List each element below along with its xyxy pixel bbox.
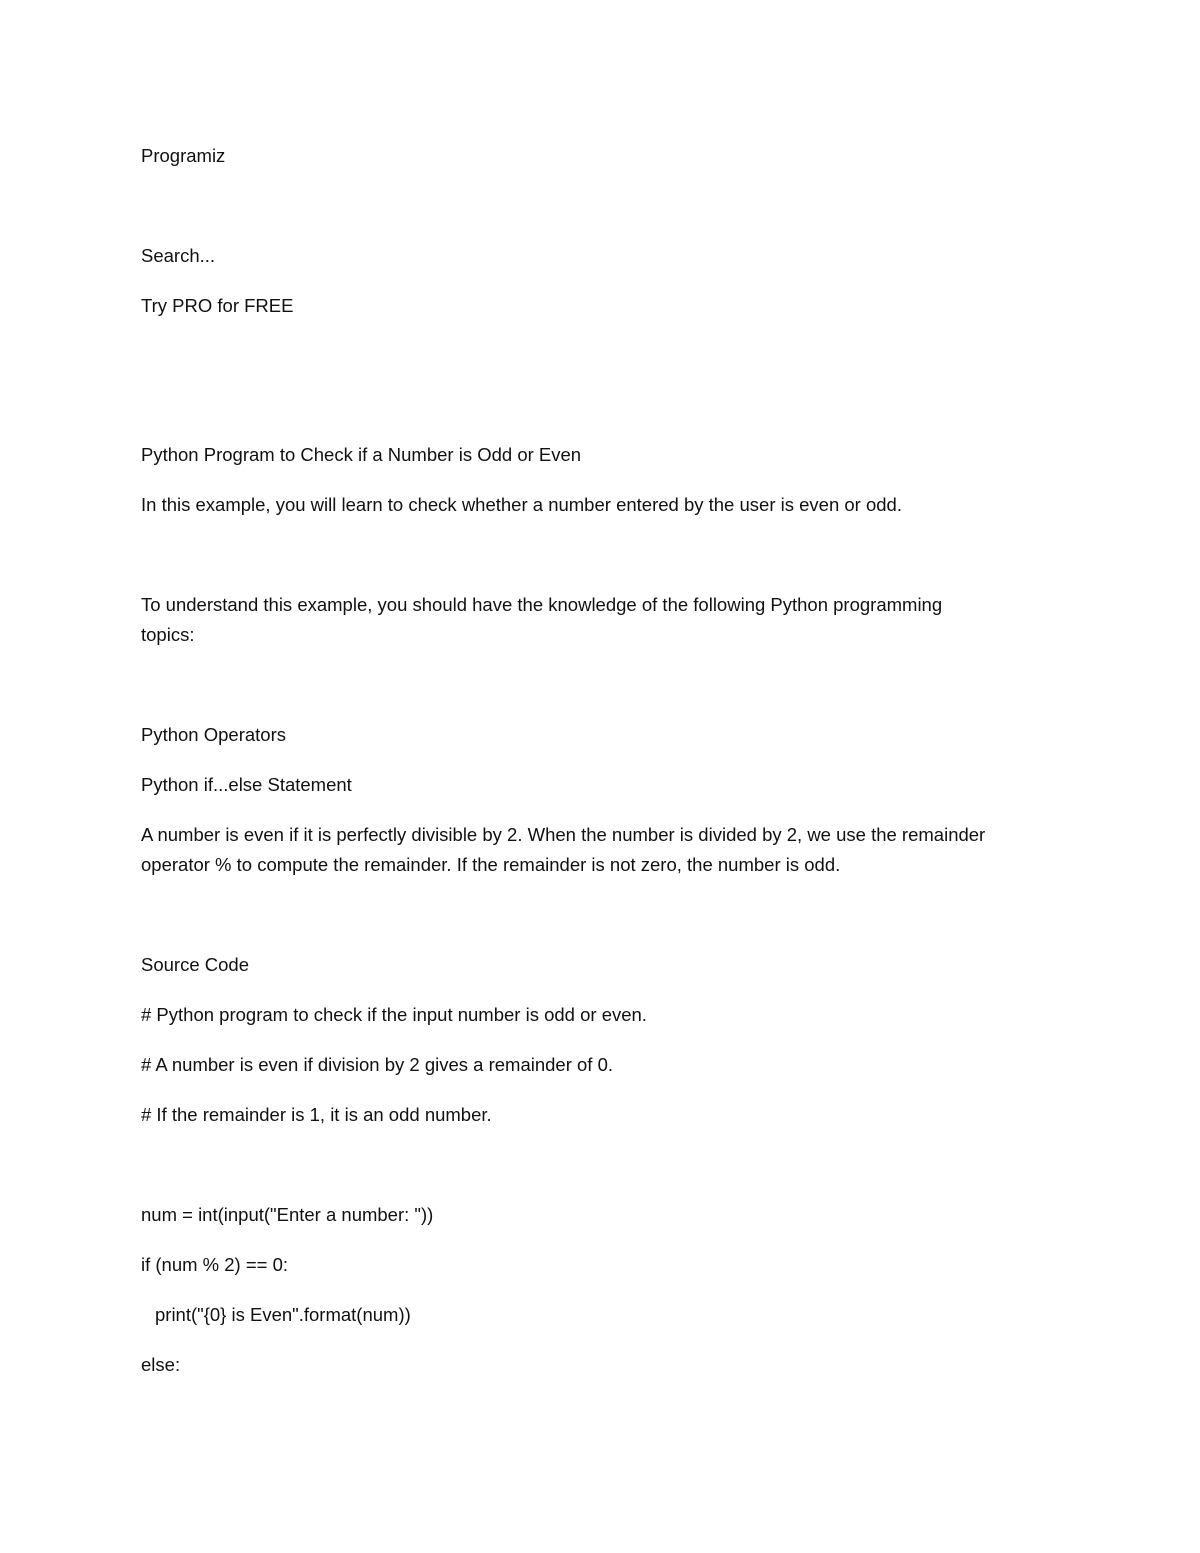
code-line: num = int(input("Enter a number: ")) <box>141 1204 434 1225</box>
intro-paragraph: In this example, you will learn to check whether a number entered by the user is even or odd. <box>141 494 902 515</box>
code-comment: # If the remainder is 1, it is an odd number. <box>141 1104 492 1125</box>
site-name: Programiz <box>141 145 226 166</box>
explanation-line-1: A number is even if it is perfectly divisible by 2. When the number is divided by 2, we use the remainder <box>141 824 986 845</box>
code-line: print("{0} is Even".format(num)) <box>155 1304 411 1325</box>
prereq-line-1: To understand this example, you should have the knowledge of the following Python programming <box>141 594 943 615</box>
explanation-line-2: operator % to compute the remainder. If the remainder is not zero, the number is odd. <box>141 854 841 875</box>
prereq-line-2: topics: <box>141 624 195 645</box>
promo-text: Try PRO for FREE <box>141 295 294 316</box>
code-comment: # A number is even if division by 2 gives a remainder of 0. <box>141 1054 614 1075</box>
code-comment: # Python program to check if the input number is odd or even. <box>141 1004 647 1025</box>
code-line: else: <box>141 1354 181 1375</box>
source-heading: Source Code <box>141 954 249 975</box>
page-title: Python Program to Check if a Number is Odd or Even <box>141 444 582 465</box>
topic-item: Python Operators <box>141 724 286 745</box>
search-text: Search... <box>141 245 216 266</box>
topic-item: Python if...else Statement <box>141 774 352 795</box>
code-line: if (num % 2) == 0: <box>141 1254 289 1275</box>
